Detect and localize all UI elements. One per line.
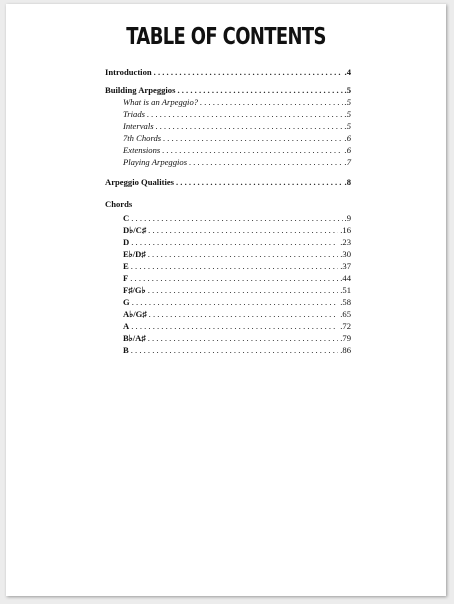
toc-entry-page: .5 [344,97,351,107]
toc-entry-label: F [123,273,129,283]
toc-chord-entry [105,212,351,224]
toc-entry-page: .86 [340,345,351,355]
toc-subentry [105,120,351,132]
toc-chord-entry [105,224,351,236]
toc-entry-label: B [123,345,129,355]
chords-heading: Chords [105,199,133,209]
toc-entry-page: .23 [340,237,351,247]
toc-chord-entry [105,332,351,344]
toc-entry-page: .51 [340,285,351,295]
toc-chord-entry [105,284,351,296]
leader-dots [154,66,343,78]
toc-entry-label: Playing Arpeggios [123,157,188,167]
leader-dots [148,224,338,236]
toc-entry-label: E [123,261,129,271]
leader-dots [131,320,338,332]
leader-dots [131,212,342,224]
toc-chord-entry [105,248,351,260]
toc-subentry [105,96,351,108]
toc-entry-label: F♯/G♭ [123,285,146,295]
page-title: TABLE OF CONTENTS [126,24,326,50]
toc-entry-page: .44 [340,273,351,283]
toc-entry-page: .5 [344,121,351,131]
toc-entry-label: G [123,297,130,307]
toc-chord-entry [105,320,351,332]
toc-entry-label: E♭/D♯ [123,249,146,259]
toc-entry-label: Building Arpeggios [105,85,176,95]
toc-entry-label: Triads [123,109,145,119]
toc-entry-page: .79 [340,333,351,343]
toc-entry-label: Introduction [105,67,152,77]
table-of-contents [105,66,351,356]
toc-entry-label: B♭/A♯ [123,333,146,343]
leader-dots [177,84,342,96]
toc-entry-page: .5 [344,109,351,119]
toc-chord-entry [105,296,351,308]
toc-entry-page: .6 [344,133,351,143]
toc-entry-page: .65 [340,309,351,319]
toc-chord-entry [105,236,351,248]
toc-entry-page: .58 [340,297,351,307]
toc-subentry [105,156,351,168]
toc-chord-entry [105,344,351,356]
leader-dots [148,284,339,296]
toc-entry-page: .4 [344,67,351,77]
leader-dots [189,156,342,168]
toc-entry-label: Intervals [123,121,154,131]
toc-entry-page: .8 [344,177,351,187]
leader-dots [148,332,339,344]
toc-entry-page: .16 [340,225,351,235]
toc-entry-page: .37 [340,261,351,271]
leader-dots [162,144,342,156]
toc-subentry [105,144,351,156]
toc-entry-page: .7 [344,157,351,167]
leader-dots [200,96,343,108]
toc-entry-label: 7th Chords [123,133,162,143]
leader-dots [149,308,339,320]
leader-dots [130,272,338,284]
toc-entry-label: A [123,321,130,331]
leader-dots [176,176,343,188]
toc-entry-label: D [123,237,130,247]
leader-dots [131,344,339,356]
toc-entry-page: .6 [344,145,351,155]
toc-chord-entry [105,308,351,320]
toc-subentry [105,132,351,144]
toc-entry-label: C [123,213,130,223]
toc-entry-label: A♭/G♯ [123,309,147,319]
leader-dots [156,120,343,132]
leader-dots [147,108,343,120]
toc-entry-label: What is an Arpeggio? [123,97,199,107]
leader-dots [148,248,339,260]
leader-dots [131,260,339,272]
leader-dots [163,132,342,144]
leader-dots [132,296,339,308]
document-page [6,4,446,596]
toc-entry-page: .30 [340,249,351,259]
toc-entry-building-arpeggios [105,84,351,96]
toc-entry-label: Extensions [123,145,161,155]
toc-entry-page: .9 [344,213,351,223]
toc-entry-label: D♭/C♯ [123,225,147,235]
toc-entry-arpeggio-qualities [105,176,351,188]
leader-dots [131,236,338,248]
toc-entry-page: .5 [344,85,351,95]
toc-entry-label: Arpeggio Qualities [105,177,174,187]
toc-entry-page: .72 [340,321,351,331]
toc-entry-introduction [105,66,351,78]
toc-chord-entry [105,272,351,284]
toc-chord-entry [105,260,351,272]
toc-subentry [105,108,351,120]
